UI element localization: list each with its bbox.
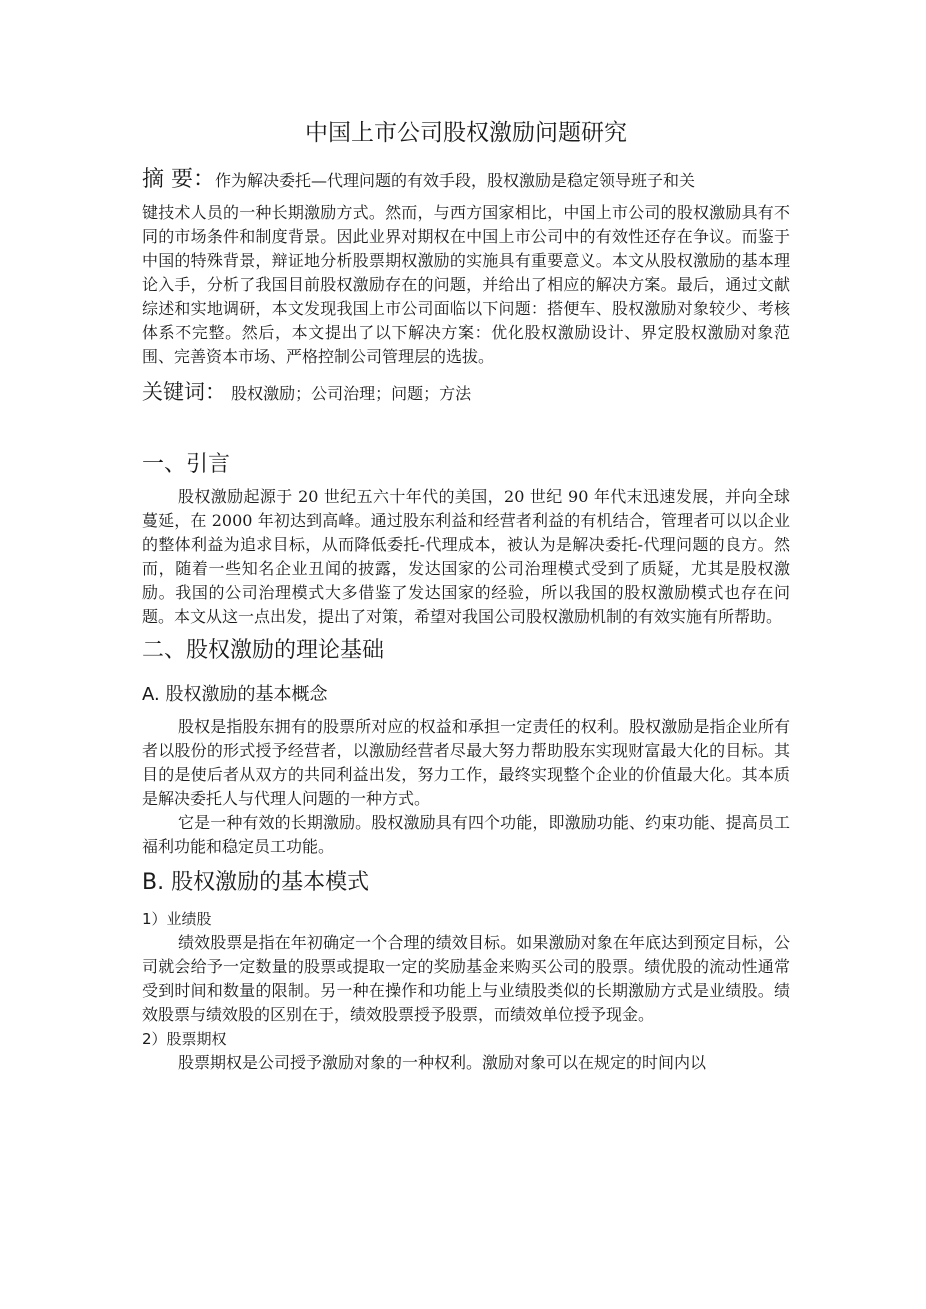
stock-options-paragraph: 股票期权是公司授予激励对象的一种权利。激励对象可以在规定的时间内以 [178,1053,707,1072]
abstract-first-line-text: 作为解决委托—代理问题的有效手段，股权激励是稳定领导班子和关 [215,171,696,190]
abstract [142,160,790,369]
list-item-label-stock-options: 2）股票期权 [142,1030,227,1048]
document-page [142,118,790,1075]
subsection-heading-modes: B. 股权激励的基本模式 [142,870,370,895]
document-title: 中国上市公司股权激励问题研究 [305,120,627,146]
list-item-label-performance-shares: 1）业绩股 [142,910,212,928]
section-heading-introduction: 一、引言 [142,452,231,477]
abstract-text: 键技术人员的一种长期激励方式。然而，与西方国家相比，中国上市公司的股权激励具有不同的市场条件和制度背景。因此业界对期权在中国上市公司中的有效性还存在争议。而鉴于中国的特殊背景，辩证地分析股票期权激励的实施具有重要意义。本文从股权激励的基本理论入手，分析了我国目前股权激励存在的问题，并给出了相应的解决方案。最后，通过文献综述和实地调研，本文发现我国上市公司面临以下问题：搭便车、股权激励对象较少、考核体系不完整。然后，本文提出了以下解决方案：优化股权激励设计、界定股权激励对象范围、完善资本市场、严格控制公司管理层的选拔。 [142,203,790,366]
introduction-paragraph: 股权激励起源于 20 世纪五六十年代的美国，20 世纪 90 年代末迅速发展，并向全球蔓延，在 2000 年初达到高峰。通过股东利益和经营者利益的有机结合，管理者可以以企业的整体利益为追求目标，从而降低委托-代理成本，被认为是解决委托-代理问题的良方。然而，随着一些知名企业丑闻的披露，发达国家的公司治理模式受到了质疑，尤其是股权激励。我国的公司治理模式大多借鉴了发达国家的经验，所以我国的股权激励模式也存在问题。本文从这一点出发，提出了对策，希望对我国公司股权激励机制的有效实施有所帮助。 [142,487,790,626]
subsection-heading-concept: A. 股权激励的基本概念 [142,684,328,705]
abstract-label: 摘 要： [142,167,215,192]
keywords [142,377,790,409]
keywords-label: 关键词： [142,380,226,404]
abstract-first-line [142,160,790,201]
keywords-text: 股权激励；公司治理；问题；方法 [231,384,472,403]
concept-paragraph-1: 股权是指股东拥有的股票所对应的权益和承担一定责任的权利。股权激励是指企业所有者以股份的形式授予经营者，以激励经营者尽最大努力帮助股东实现财富最大化的目标。其目的是使后者从双方的共同利益出发，努力工作，最终实现整个企业的价值最大化。其本质是解决委托人与代理人问题的一种方式。 [142,717,790,808]
performance-shares-paragraph: 绩效股票是指在年初确定一个合理的绩效目标。如果激励对象在年底达到预定目标，公司就会给予一定数量的股票或提取一定的奖励基金来购买公司的股票。绩优股的流动性通常受到时间和数量的限制。另一种在操作和功能上与业绩股类似的长期激励方式是业绩股。绩效股票与绩效股的区别在于，绩效股票授予股票，而绩效单位授予现金。 [142,933,790,1024]
concept-paragraph-2: 它是一种有效的长期激励。股权激励具有四个功能，即激励功能、约束功能、提高员工福利功能和稳定员工功能。 [142,813,790,856]
section-heading-theory: 二、股权激励的理论基础 [142,638,385,663]
